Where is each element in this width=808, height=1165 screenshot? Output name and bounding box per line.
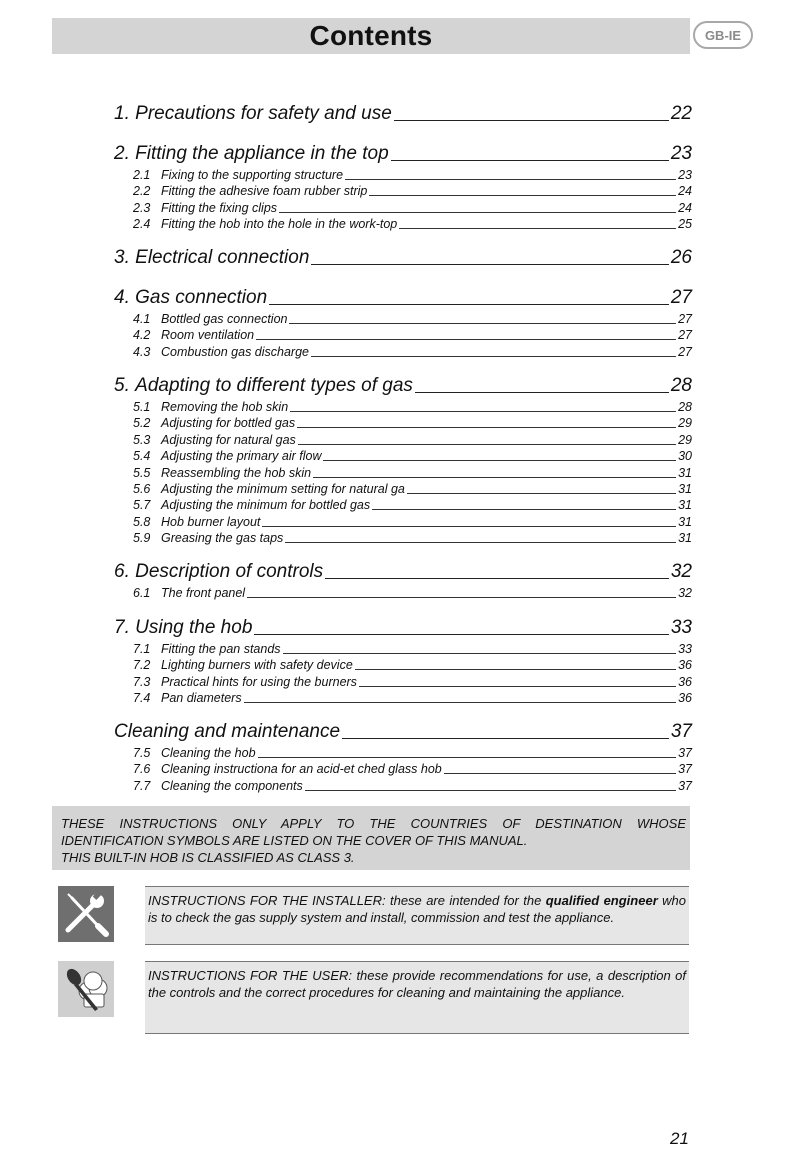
toc-subsection[interactable] — [133, 199, 692, 215]
toc-subsection[interactable] — [133, 326, 692, 342]
toc-page-number: 28 — [670, 375, 692, 396]
toc-subsection-title: Fitting the adhesive foam rubber strip — [161, 184, 368, 199]
toc-leader — [313, 477, 676, 478]
toc-subsection-title: Combustion gas discharge — [161, 344, 309, 359]
toc-page-number: 33 — [678, 642, 692, 656]
toc-subsection-title: Adjusting the minimum setting for natural ga — [161, 482, 405, 496]
toc-leader — [323, 460, 676, 461]
toc-section[interactable] — [114, 615, 692, 639]
toc-page-number: 24 — [678, 200, 692, 215]
toc-subsection-title: The front panel — [161, 586, 246, 600]
toc-subsection-title: Room ventilation — [161, 328, 255, 343]
toc-page-number: 32 — [678, 586, 692, 600]
toc-subsection-title: Fitting the hob into the hole in the work-top — [161, 217, 398, 232]
toc-section-number: 4. — [114, 287, 130, 308]
toc-subsection[interactable] — [133, 496, 692, 512]
toc-page-number: 32 — [670, 561, 692, 582]
toc-subsection-title: Removing the hob skin — [161, 400, 289, 414]
toc-page-number: 27 — [678, 312, 692, 326]
toc-section[interactable] — [114, 101, 692, 125]
toc-subsection-title: Hob burner layout — [161, 514, 261, 529]
toc-leader — [444, 773, 676, 774]
toc-section-title: Using the hob — [135, 617, 253, 638]
user-instructions: INSTRUCTIONS FOR THE USER: these provide recommendations for use, a description of the controls and the correct procedures for cleaning and maintaining the appliance. — [145, 961, 689, 1034]
toc-subsection[interactable] — [133, 431, 692, 447]
toc-leader — [258, 757, 677, 758]
toc-page-number: 29 — [678, 416, 692, 431]
toc-page-number: 26 — [670, 247, 692, 268]
toc-subsection[interactable] — [133, 480, 692, 496]
toc-leader — [285, 542, 676, 543]
toc-page-number: 37 — [678, 746, 692, 760]
toc-subsection-number: 5.6 — [133, 482, 151, 496]
toc-leader — [391, 160, 669, 161]
toc-subsection[interactable] — [133, 584, 692, 600]
notice-line-1: THESE INSTRUCTIONS ONLY APPLY TO THE COUNTRIES OF DESTINATION WHOSE — [61, 816, 686, 831]
toc-subsection-title: Adjusting the minimum for bottled gas — [161, 498, 371, 513]
toc-subsection[interactable] — [133, 760, 692, 776]
toc-subsection[interactable] — [133, 744, 692, 760]
toc-leader — [279, 212, 676, 213]
toc-subsection-number: 7.7 — [133, 778, 151, 793]
toc-subsection-number: 7.2 — [133, 658, 151, 673]
toc-subsection-number: 2.3 — [133, 200, 151, 215]
toc-leader — [369, 195, 676, 196]
toc-subsection-title: Practical hints for using the burners — [161, 674, 357, 689]
toc-subsection-number: 7.3 — [133, 674, 151, 689]
toc-leader — [254, 634, 668, 635]
toc-page-number: 27 — [678, 344, 692, 359]
toc-page-number: 36 — [678, 658, 692, 673]
toc-section[interactable] — [114, 285, 692, 309]
toc-subsection-title: Greasing the gas taps — [161, 531, 284, 546]
toc-leader — [289, 323, 676, 324]
toc-leader — [297, 427, 676, 428]
toc-page-number: 31 — [678, 498, 692, 513]
toc-section-title: Fitting the appliance in the top — [135, 143, 389, 164]
toc-section-title: Gas connection — [135, 287, 268, 308]
toc-subsection-title: Adjusting for natural gas — [161, 432, 296, 447]
toc-leader — [247, 597, 676, 598]
toc-section-number: 3. — [114, 247, 130, 268]
toc-page-number: 36 — [678, 674, 692, 689]
toc-page-number: 27 — [678, 328, 692, 343]
toc-subsection-number: 5.5 — [133, 465, 151, 480]
toc-leader — [290, 411, 676, 412]
toc-subsection-number: 7.5 — [133, 746, 151, 760]
toc-subsection-number: 5.1 — [133, 400, 151, 414]
tools-icon — [58, 886, 114, 942]
toc-section-title: Precautions for safety and use — [135, 103, 392, 124]
header-bar — [52, 18, 690, 54]
toc-section-number: 7. — [114, 617, 130, 638]
toc-page-number: 37 — [678, 762, 692, 777]
toc-subsection[interactable] — [133, 640, 692, 656]
toc-page-number: 24 — [678, 184, 692, 199]
toc-page-number: 22 — [670, 103, 692, 124]
toc-subsection-number: 7.1 — [133, 642, 151, 656]
toc-subsection-number: 5.3 — [133, 432, 151, 447]
toc-leader — [359, 686, 676, 687]
toc-section-number: 2. — [114, 143, 130, 164]
toc-subsection-title: Cleaning the components — [161, 778, 303, 793]
toc-subsection-number: 5.9 — [133, 531, 151, 546]
toc-leader — [355, 669, 676, 670]
notice-line-3: THIS BUILT-IN HOB IS CLASSIFIED AS CLASS 3. — [61, 850, 355, 865]
toc-leader — [345, 179, 676, 180]
toc-subsection[interactable] — [133, 447, 692, 463]
toc-page-number: 31 — [678, 531, 692, 546]
toc-subsection[interactable] — [133, 656, 692, 672]
toc-page-number: 27 — [670, 287, 692, 308]
toc-leader — [325, 578, 669, 579]
toc-page-number: 23 — [670, 143, 692, 164]
language-badge: GB-IE — [693, 21, 753, 49]
toc-subsection-title: Cleaning the hob — [161, 746, 256, 760]
toc-subsection-title: Pan diameters — [161, 691, 242, 706]
toc-subsection-title: Fitting the pan stands — [161, 642, 281, 656]
toc-subsection[interactable] — [133, 513, 692, 529]
toc-subsection-title: Bottled gas connection — [161, 312, 288, 326]
toc-subsection-title: Cleaning instructiona for an acid-et ched glass hob — [161, 762, 442, 777]
toc-subsection-number: 4.3 — [133, 344, 151, 359]
toc-page-number: 29 — [678, 432, 692, 447]
toc-leader — [298, 444, 676, 445]
toc-section-title: Adapting to different types of gas — [135, 375, 413, 396]
toc-subsection[interactable] — [133, 414, 692, 430]
toc-leader — [399, 228, 676, 229]
toc-page-number: 37 — [670, 721, 692, 742]
toc-subsection[interactable] — [133, 673, 692, 689]
toc-leader — [407, 493, 676, 494]
toc-subsection-number: 4.2 — [133, 328, 151, 343]
toc-subsection-number: 4.1 — [133, 312, 151, 326]
toc-leader — [372, 509, 676, 510]
toc-section-number: 1. — [114, 103, 130, 124]
toc-page-number: 28 — [678, 400, 692, 414]
toc-subsection-number: 2.4 — [133, 217, 151, 232]
toc-section-number: 5. — [114, 375, 130, 396]
toc-subsection-title: Reassembling the hob skin — [161, 465, 312, 480]
toc-subsection[interactable] — [133, 529, 692, 545]
toc-leader — [415, 392, 669, 393]
toc-subsection-number: 5.4 — [133, 449, 151, 464]
toc-subsection-number: 2.2 — [133, 184, 151, 199]
toc-subsection-title: Fixing to the supporting structure — [161, 168, 344, 182]
toc-leader — [256, 339, 676, 340]
toc-section[interactable] — [114, 373, 692, 397]
toc-page-number: 31 — [678, 482, 692, 496]
toc-page-number: 30 — [678, 449, 692, 464]
toc-page-number: 25 — [678, 217, 692, 232]
toc-subsection[interactable] — [133, 464, 692, 480]
toc-subsection[interactable] — [133, 310, 692, 326]
toc-leader — [342, 738, 669, 739]
toc-subsection-number: 5.7 — [133, 498, 151, 513]
page-title: Contents — [309, 20, 433, 51]
toc-subsection[interactable] — [133, 398, 692, 414]
toc-page-number: 36 — [678, 691, 692, 706]
toc-page-number: 23 — [678, 168, 692, 182]
toc-subsection-title: Adjusting for bottled gas — [161, 416, 296, 431]
toc-subsection-number: 7.4 — [133, 691, 151, 706]
toc-page-number: 33 — [670, 617, 692, 638]
toc-page-number: 31 — [678, 465, 692, 480]
toc-leader — [269, 304, 669, 305]
toc-leader — [305, 790, 676, 791]
toc-subsection-number: 7.6 — [133, 762, 151, 777]
page-number: 21 — [670, 1129, 689, 1148]
toc-leader — [311, 356, 676, 357]
toc-subsection[interactable] — [133, 777, 692, 793]
toc-subsection-number: 2.1 — [133, 168, 151, 182]
toc-subsection[interactable] — [133, 689, 692, 705]
toc-subsection[interactable] — [133, 182, 692, 198]
toc-section-title: Description of controls — [135, 561, 324, 582]
toc-section[interactable] — [114, 141, 692, 165]
chef-spoon-icon — [58, 961, 114, 1017]
toc-subsection[interactable] — [133, 215, 692, 231]
toc-leader — [283, 653, 677, 654]
toc-section-number: 6. — [114, 561, 130, 582]
country-notice — [52, 806, 690, 870]
toc-subsection-title: Adjusting the primary air flow — [161, 449, 322, 464]
installer-instructions: INSTRUCTIONS FOR THE INSTALLER: these are intended for the qualified engineer who is to check the gas supply system and install, commission and test the appliance. — [145, 886, 689, 945]
toc-leader — [244, 702, 676, 703]
notice-line-2: IDENTIFICATION SYMBOLS ARE LISTED ON THE COVER OF THIS MANUAL. — [61, 833, 528, 848]
toc-subsection-number: 6.1 — [133, 586, 151, 600]
toc-section[interactable] — [114, 245, 692, 269]
toc-subsection[interactable] — [133, 343, 692, 359]
toc-section-title: Electrical connection — [135, 247, 310, 268]
toc-section[interactable] — [114, 559, 692, 583]
toc-subsection-number: 5.8 — [133, 514, 151, 529]
toc-subsection[interactable] — [133, 166, 692, 182]
toc-leader — [262, 526, 676, 527]
toc-subsection-number: 5.2 — [133, 416, 151, 431]
toc-leader — [394, 120, 669, 121]
toc-subsection-title: Lighting burners with safety device — [161, 658, 353, 673]
toc-section-title: Cleaning and maintenance — [114, 721, 341, 742]
toc-leader — [311, 264, 668, 265]
toc-page-number: 31 — [678, 514, 692, 529]
toc-section[interactable] — [114, 719, 692, 743]
toc-page-number: 37 — [678, 778, 692, 793]
toc-subsection-title: Fitting the fixing clips — [161, 200, 278, 215]
